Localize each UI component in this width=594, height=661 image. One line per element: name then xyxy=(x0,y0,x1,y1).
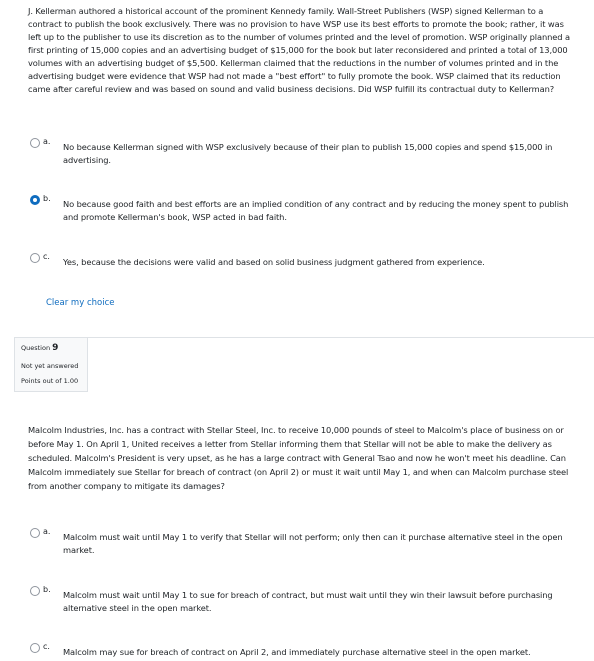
question-number-value: 9 xyxy=(52,343,59,353)
option-letter: c. xyxy=(43,642,50,651)
question-status: Not yet answered xyxy=(21,362,79,370)
option-text: No because Kellerman signed with WSP exclusively because of their plan to publish 15,000 copies and spend $15,000 in advertising. xyxy=(63,142,553,165)
option-letter: a. xyxy=(43,137,51,146)
question-divider xyxy=(14,337,594,338)
question-number xyxy=(21,343,58,353)
clear-choice-link[interactable]: Clear my choice xyxy=(46,298,115,308)
radio-c[interactable] xyxy=(30,253,40,263)
option-letter: b. xyxy=(43,194,51,203)
option-text: Malcolm must wait until May 1 to sue for breach of contract, but must wait until they win their lawsuit before purchasing alternative steel in the open market. xyxy=(63,590,553,613)
radio-c[interactable] xyxy=(30,643,40,653)
option-text: No because good faith and best efforts are an implied condition of any contract and by reducing the money spent to publish and promote Kellerman's book, WSP acted in bad faith. xyxy=(63,199,569,222)
option-text: Malcolm may sue for breach of contract on April 2, and immediately purchase alternative steel in the open market. xyxy=(63,647,531,657)
question-points: Points out of 1.00 xyxy=(21,377,79,385)
option-text: Yes, because the decisions were valid and based on solid business judgment gathered from experience. xyxy=(63,257,485,267)
option-letter: b. xyxy=(43,585,51,594)
option-text: Malcolm must wait until May 1 to verify that Stellar will not perform; only then can it purchase alternative steel in the open market. xyxy=(63,532,563,555)
question-label: Question xyxy=(21,344,51,352)
question-9-text: Malcolm Industries, Inc. has a contract with Stellar Steel, Inc. to receive 10,000 pounds of steel to Malcolm's place of business on or before May 1. On April 1, United receives a letter from Stellar informing them that Stellar will not be able to make the delivery as scheduled. Malcolm's President is very upset, as he has a large contract with General Tsao and now he won't meet his deadline. Can Malcolm immediately sue Stellar for breach of contract (on April 2) or must it wait until May 1, and when can Malcolm purchase steel from another company to mitigate its damages? xyxy=(28,425,569,491)
radio-b-selected[interactable] xyxy=(30,195,40,205)
radio-a[interactable] xyxy=(30,528,40,538)
option-letter: c. xyxy=(43,252,50,261)
radio-b[interactable] xyxy=(30,586,40,596)
option-letter: a. xyxy=(43,527,51,536)
question-9-info xyxy=(14,338,88,392)
question-8-text: J. Kellerman authored a historical account of the prominent Kennedy family. Wall-Street Publishers (WSP) signed Kellerman to a contract to publish the book exclusively. There was no provision to have WSP use its best efforts to promote the book; rather, it was left up to the publisher to use its discretion as to the number of volumes printed and the level of promotion. WSP originally planned a first printing of 15,000 copies and an advertising budget of $15,000 for the book but later reconsidered and printed a total of 13,000 volumes with an advertising budget of $5,500. Kellerman claimed that the reductions in the number of volumes printed and in the advertising budget were evidence that WSP had not made a "best effort" to fully promote the book. WSP claimed that its reduction came after careful review and was based on sound and valid business decisions. Did WSP fulfill its contractual duty to Kellerman? xyxy=(28,6,570,94)
radio-a[interactable] xyxy=(30,138,40,148)
